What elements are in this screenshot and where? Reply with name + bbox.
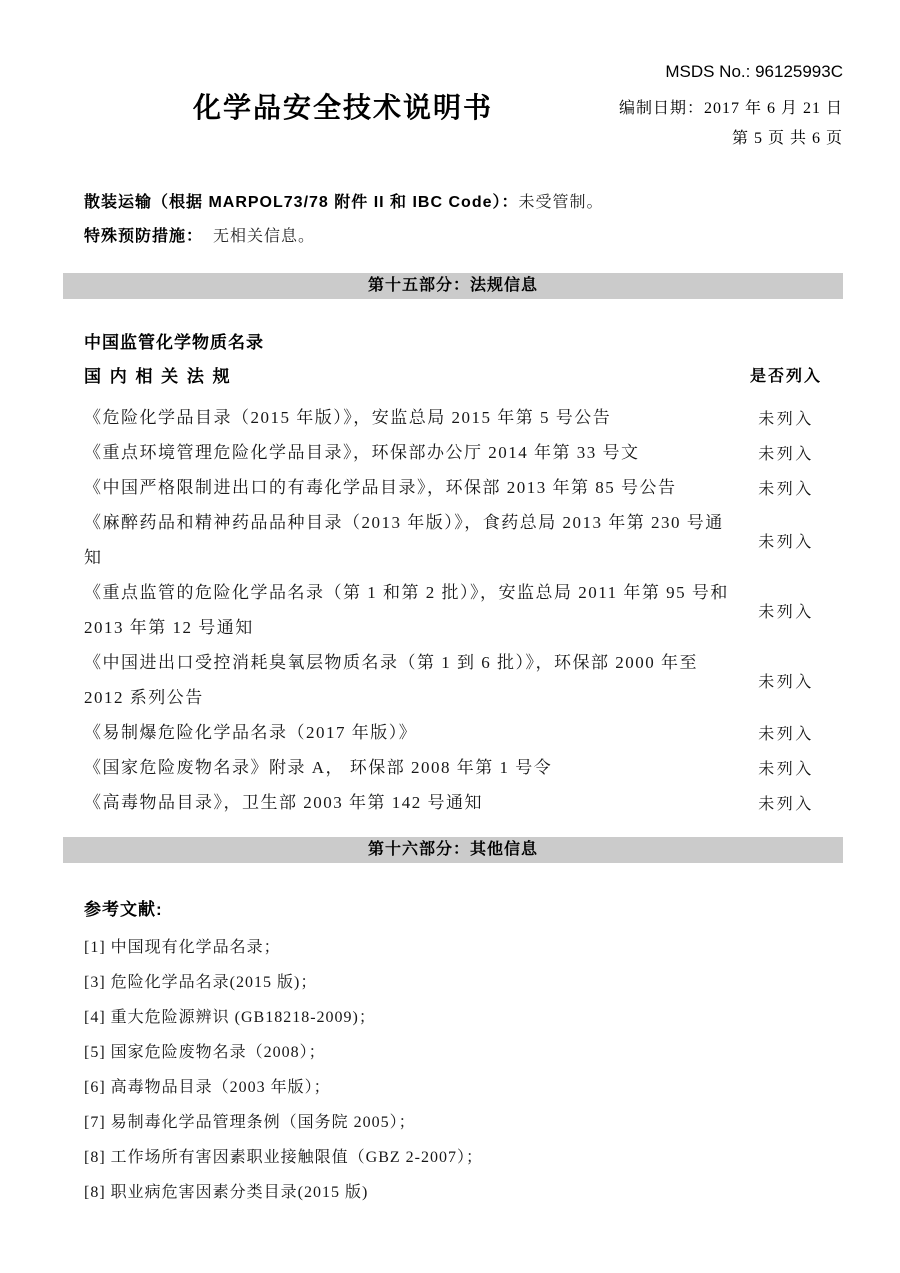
listed-status: 未列入 — [758, 481, 814, 498]
table-row — [84, 750, 843, 785]
references-section — [63, 899, 843, 1210]
references-list — [84, 930, 843, 1210]
regulations-subtitle: 中国监管化学物质名录 — [84, 333, 264, 352]
table-row — [84, 400, 843, 435]
special-precaution-line — [84, 220, 843, 254]
regulation-name: 《高毒物品目录》，卫生部 2003 年第 142 号通知 — [84, 793, 483, 812]
special-precaution-label: 特殊预防措施： — [84, 228, 204, 245]
table-row — [84, 785, 843, 820]
listed-status: 未列入 — [758, 726, 814, 743]
column-header-listed: 是否列入 — [749, 368, 822, 385]
bulk-transport-value: 未受管制。 — [518, 194, 604, 211]
regulations-table-header — [84, 367, 843, 387]
references-label: 参考文献: — [84, 900, 163, 919]
listed-status: 未列入 — [758, 796, 814, 813]
regulation-name: 《中国进出口受控消耗臭氧层物质名录（第 1 到 6 批）》，环保部 2000 年至 2012 系列公告 — [84, 653, 698, 707]
reference-item: [4] 重大危险源辨识 (GB18218-2009)； — [84, 1009, 376, 1026]
bulk-transport-line — [84, 186, 843, 220]
table-row — [84, 470, 843, 505]
reference-item: [3] 危险化学品名录(2015 版)； — [84, 974, 318, 991]
listed-status: 未列入 — [758, 411, 814, 428]
document-title: 化学品安全技术说明书 — [193, 92, 494, 123]
listed-status: 未列入 — [758, 603, 814, 621]
document-header — [63, 60, 843, 170]
reference-item: [8] 工作场所有害因素职业接触限值（GBZ 2-2007）； — [84, 1149, 483, 1166]
regulation-name: 《危险化学品目录（2015 年版）》，安监总局 2015 年第 5 号公告 — [84, 408, 612, 427]
reference-item: [7] 易制毒化学品管理条例（国务院 2005）； — [84, 1114, 416, 1131]
regulation-name: 《重点环境管理危险化学品目录》，环保部办公厅 2014 年第 33 号文 — [84, 443, 640, 462]
reference-item: [8] 职业病危害因素分类目录(2015 版) — [84, 1184, 369, 1201]
regulation-name: 《中国严格限制进出口的有毒化学品目录》，环保部 2013 年第 85 号公告 — [84, 478, 677, 497]
compile-date: 编制日期：2017 年 6 月 21 日 — [618, 100, 843, 117]
header-meta — [619, 60, 843, 154]
section-15-header: 第十五部分：法规信息 — [63, 273, 843, 299]
reference-item: [1] 中国现有化学品名录； — [84, 939, 281, 956]
regulation-name: 《麻醉药品和精神药品品种目录（2013 年版）》，食药总局 2013 年第 230 号通知 — [84, 513, 724, 567]
table-row — [84, 505, 843, 575]
regulations-table-body — [84, 400, 843, 820]
bulk-transport-label: 散装运输（根据 MARPOL73/78 附件 II 和 IBC Code）： — [84, 194, 519, 211]
reference-item: [6] 高毒物品目录（2003 年版）； — [84, 1079, 331, 1096]
regulation-name: 《国家危险废物名录》附录 A， 环保部 2008 年第 1 号令 — [84, 758, 553, 777]
table-row — [84, 715, 843, 750]
listed-status: 未列入 — [758, 673, 814, 691]
reference-item: [5] 国家危险废物名录（2008）； — [84, 1044, 326, 1061]
column-header-regulation: 国 内 相 关 法 规 — [84, 367, 232, 386]
listed-status: 未列入 — [758, 446, 814, 463]
listed-status: 未列入 — [758, 761, 814, 778]
listed-status: 未列入 — [758, 533, 814, 551]
table-row — [84, 575, 843, 645]
special-precaution-value: 无相关信息。 — [213, 228, 316, 245]
msds-number: MSDS No.: 96125993C — [665, 62, 843, 81]
page-indicator: 第 5 页 共 6 页 — [731, 130, 843, 147]
transport-info — [63, 186, 843, 254]
regulation-name: 《重点监管的危险化学品名录（第 1 和第 2 批）》，安监总局 2011 年第 95 号和 2013 年第 12 号通知 — [84, 583, 729, 637]
section-16-header: 第十六部分：其他信息 — [63, 837, 843, 863]
table-row — [84, 435, 843, 470]
table-row — [84, 645, 843, 715]
regulations-section — [63, 333, 843, 820]
regulation-name: 《易制爆危险化学品名录（2017 年版）》 — [84, 723, 418, 742]
